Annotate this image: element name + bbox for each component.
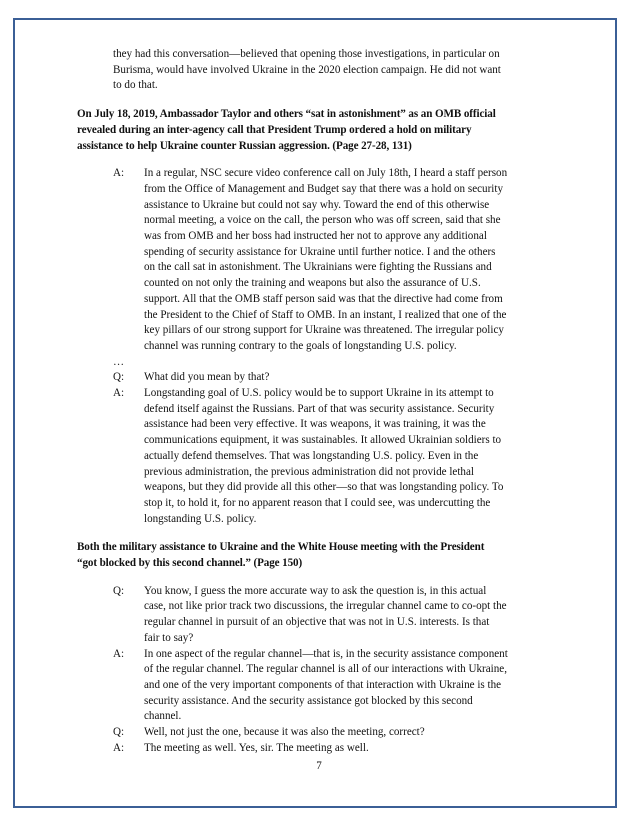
- text-line: Burisma, would have involved Ukraine in the 2020 election campaign. He did not want: [113, 63, 501, 76]
- heading-line: On July 18, 2019, Ambassador Taylor and others “sat in astonishment” as an OMB official: [77, 108, 496, 121]
- answer-entry: [77, 741, 567, 757]
- text-line: spending of security assistance for Ukraine until further notice. I and the others: [144, 245, 496, 258]
- answer-entry: [77, 647, 567, 726]
- text-line: the President to the Chief of Staff to OMB. In an instant, I realized that one of the: [144, 308, 507, 321]
- speaker-label: A:: [113, 647, 125, 660]
- text-line: on the call sat in astonishment. The Ukrainians were fighting the Russians and: [144, 261, 492, 274]
- answer-entry: [77, 386, 567, 527]
- text-line: and one of the very important components of that interaction with Ukraine is the: [144, 679, 502, 691]
- testimony-block-1: [77, 166, 567, 527]
- answer-entry: [77, 166, 567, 354]
- heading-line: “got blocked by this second channel.” (Page 150): [77, 557, 303, 570]
- text-line: weapons, but they did provide all this other—so that was longstanding policy. To: [144, 481, 504, 494]
- text-line: was from OMB and her boss had instructed her not to approve any additional: [144, 230, 487, 243]
- heading-line: assistance to help Ukraine counter Russian aggression. (Page 27-28, 131): [77, 139, 412, 152]
- text-line: normal meeting, a voice on the call, the person who was off screen, said that she: [144, 214, 501, 227]
- text-line: You know, I guess the more accurate way to ask the question is, in this actual: [144, 584, 487, 597]
- page-number: 7: [316, 760, 322, 772]
- speaker-label: Q:: [113, 584, 125, 597]
- speaker-label: Q:: [113, 371, 125, 384]
- text-line: counted on not only the training and weapons but also the assurance of U.S.: [144, 277, 481, 290]
- text-line: communications equipment, it was sustainables. It allowed Ukrainian soldiers to: [144, 434, 502, 447]
- text-line: security assistance. And the security assistance got blocked by this second: [144, 694, 473, 707]
- testimony-block-2: [77, 584, 567, 757]
- text-line: Longstanding goal of U.S. policy would be to support Ukraine in its attempt to: [144, 387, 494, 400]
- speaker-label: A:: [113, 387, 125, 400]
- text-line: key pillars of our strong support for Ukraine was threatened. The irregular policy: [144, 324, 504, 337]
- text-line: they had this conversation—believed that opening those investigations, in particular on: [113, 48, 500, 60]
- text-line: case, not like prior track two discussions, the irregular channel came to co-opt the: [144, 600, 507, 613]
- continued-paragraph: [77, 47, 567, 94]
- text-line: of the regular channel. The regular channel is all of our interactions with Ukraine,: [144, 663, 507, 676]
- speaker-label: Q:: [113, 726, 125, 739]
- text-line: regular channel in pursuit of an objective that was not in U.S. interests. Is that: [144, 616, 490, 629]
- text-line: previous administration, the previous administration did not provide lethal: [144, 465, 474, 478]
- text-line: What did you mean by that?: [144, 371, 270, 384]
- text-line: from the Office of Management and Budget say that there was a hold on security: [144, 182, 503, 195]
- text-line: longstanding U.S. policy.: [144, 512, 257, 525]
- text-line: to do that.: [113, 79, 158, 92]
- text-line: Well, not just the one, because it was also the meeting, correct?: [144, 726, 425, 739]
- text-line: defend itself against the Russians. Part of that was security assistance. Security: [144, 402, 495, 415]
- heading-line: revealed during an inter-agency call that President Trump ordered a hold on military: [77, 123, 472, 136]
- text-line: actually defend themselves. That was longstanding U.S. policy. Even in the: [144, 449, 479, 462]
- text-line: assistance had been very effective. It was weapons, it was training, it was the: [144, 418, 486, 431]
- text-line: assistance to Ukraine but could not say why. Toward the end of this otherwise: [144, 198, 490, 211]
- section-heading-2: [77, 540, 567, 571]
- document-body: [77, 47, 567, 757]
- text-line: support. All that the OMB staff person said was that the directive had come from: [144, 292, 503, 305]
- text-line: In a regular, NSC secure video conference call on July 18th, I heard a staff person: [144, 167, 508, 180]
- omission-ellipsis: …: [113, 355, 125, 368]
- heading-line: Both the military assistance to Ukraine and the White House meeting with the President: [77, 541, 485, 554]
- text-line: In one aspect of the regular channel—that is, in the security assistance component: [144, 647, 508, 660]
- text-line: channel was running contrary to the goals of longstanding U.S. policy.: [144, 339, 457, 352]
- question-entry: [77, 584, 567, 647]
- speaker-label: A:: [113, 741, 125, 754]
- section-heading-1: [77, 107, 567, 154]
- speaker-label: A:: [113, 167, 125, 180]
- text-line: channel.: [144, 710, 182, 723]
- text-line: stop it, to hold it, for no apparent reason that I could see, was undercutting the: [144, 496, 491, 509]
- question-entry: [77, 370, 567, 386]
- question-entry: [77, 725, 567, 741]
- text-line: The meeting as well. Yes, sir. The meeting as well.: [144, 741, 369, 754]
- text-line: fair to say?: [144, 631, 194, 644]
